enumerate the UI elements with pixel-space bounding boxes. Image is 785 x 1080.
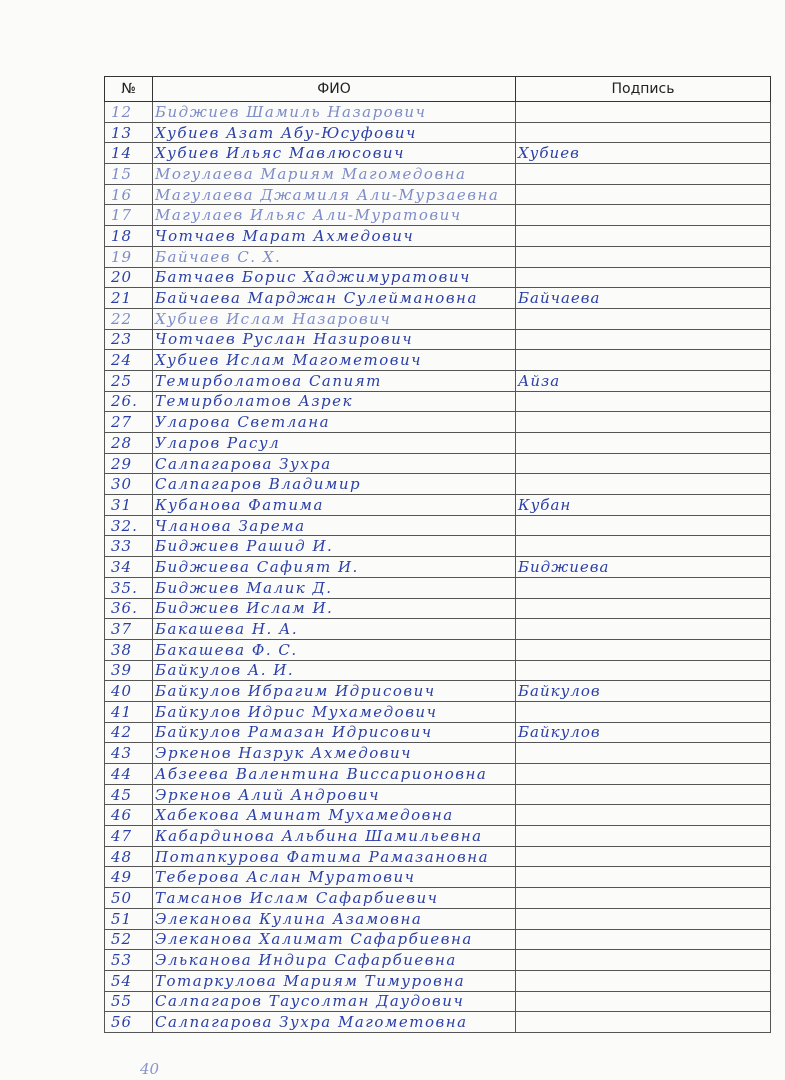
table-row bbox=[105, 867, 771, 888]
row-full-name: Уларова Светлана bbox=[153, 412, 516, 433]
row-signature: Байкулов bbox=[516, 681, 771, 702]
row-full-name: Бакашева Ф. С. bbox=[153, 639, 516, 660]
signature-table bbox=[104, 76, 771, 1033]
row-signature bbox=[516, 846, 771, 867]
row-signature bbox=[516, 329, 771, 350]
row-signature bbox=[516, 660, 771, 681]
row-number: 54 bbox=[105, 970, 153, 991]
row-full-name: Темирболатова Сапият bbox=[153, 370, 516, 391]
row-number: 12 bbox=[105, 102, 153, 123]
table-row bbox=[105, 453, 771, 474]
row-number: 30 bbox=[105, 474, 153, 495]
header-signature: Подпись bbox=[516, 77, 771, 102]
table-row bbox=[105, 908, 771, 929]
table-row bbox=[105, 246, 771, 267]
row-number: 18 bbox=[105, 226, 153, 247]
table-row bbox=[105, 288, 771, 309]
table-row bbox=[105, 598, 771, 619]
table-row bbox=[105, 495, 771, 516]
row-signature bbox=[516, 267, 771, 288]
row-number: 32. bbox=[105, 515, 153, 536]
table-row bbox=[105, 619, 771, 640]
table-row bbox=[105, 681, 771, 702]
row-number: 31 bbox=[105, 495, 153, 516]
row-full-name: Хубиев Азат Абу-Юсуфович bbox=[153, 122, 516, 143]
row-signature: Биджиева bbox=[516, 557, 771, 578]
table-row bbox=[105, 888, 771, 909]
row-number: 25 bbox=[105, 370, 153, 391]
row-full-name: Чланова Зарема bbox=[153, 515, 516, 536]
row-number: 17 bbox=[105, 205, 153, 226]
row-signature bbox=[516, 391, 771, 412]
row-number: 29 bbox=[105, 453, 153, 474]
row-signature bbox=[516, 929, 771, 950]
table-row bbox=[105, 639, 771, 660]
row-number: 47 bbox=[105, 826, 153, 847]
row-full-name: Байкулов Рамазан Идрисович bbox=[153, 722, 516, 743]
row-signature: Байчаева bbox=[516, 288, 771, 309]
row-number: 38 bbox=[105, 639, 153, 660]
row-full-name: Уларов Расул bbox=[153, 433, 516, 454]
row-signature bbox=[516, 474, 771, 495]
row-signature bbox=[516, 619, 771, 640]
row-number: 37 bbox=[105, 619, 153, 640]
row-signature bbox=[516, 308, 771, 329]
row-full-name: Биджиев Рашид И. bbox=[153, 536, 516, 557]
row-signature bbox=[516, 784, 771, 805]
row-full-name: Салпагарова Зухра Магометовна bbox=[153, 1012, 516, 1033]
row-number: 15 bbox=[105, 164, 153, 185]
row-number: 49 bbox=[105, 867, 153, 888]
row-number: 20 bbox=[105, 267, 153, 288]
row-number: 44 bbox=[105, 764, 153, 785]
row-full-name: Байкулов Ибрагим Идрисович bbox=[153, 681, 516, 702]
row-full-name: Биджиев Ислам И. bbox=[153, 598, 516, 619]
row-signature bbox=[516, 743, 771, 764]
table-row bbox=[105, 267, 771, 288]
table-row bbox=[105, 929, 771, 950]
table-row bbox=[105, 950, 771, 971]
row-signature bbox=[516, 805, 771, 826]
table-row bbox=[105, 122, 771, 143]
row-signature bbox=[516, 164, 771, 185]
row-signature bbox=[516, 826, 771, 847]
row-full-name: Элеканова Кулина Азамовна bbox=[153, 908, 516, 929]
row-number: 41 bbox=[105, 701, 153, 722]
table-row bbox=[105, 722, 771, 743]
table-row bbox=[105, 805, 771, 826]
row-signature bbox=[516, 598, 771, 619]
table-body bbox=[105, 102, 771, 1033]
row-signature bbox=[516, 412, 771, 433]
row-signature bbox=[516, 1012, 771, 1033]
row-number: 36. bbox=[105, 598, 153, 619]
row-signature: Кубан bbox=[516, 495, 771, 516]
table-row bbox=[105, 350, 771, 371]
row-full-name: Эркенов Назрук Ахмедович bbox=[153, 743, 516, 764]
table-row bbox=[105, 205, 771, 226]
row-full-name: Чотчаев Руслан Назирович bbox=[153, 329, 516, 350]
row-full-name: Магулаева Джамиля Али-Мурзаевна bbox=[153, 184, 516, 205]
table-row bbox=[105, 102, 771, 123]
row-signature bbox=[516, 246, 771, 267]
table-row bbox=[105, 370, 771, 391]
row-number: 46 bbox=[105, 805, 153, 826]
row-signature bbox=[516, 970, 771, 991]
row-number: 53 bbox=[105, 950, 153, 971]
row-full-name: Бакашева Н. А. bbox=[153, 619, 516, 640]
row-number: 43 bbox=[105, 743, 153, 764]
row-full-name: Биджиев Малик Д. bbox=[153, 577, 516, 598]
row-number: 21 bbox=[105, 288, 153, 309]
row-full-name: Салпагаров Таусолтан Даудович bbox=[153, 991, 516, 1012]
row-number: 34 bbox=[105, 557, 153, 578]
row-number: 48 bbox=[105, 846, 153, 867]
table-row bbox=[105, 1012, 771, 1033]
row-signature: Байкулов bbox=[516, 722, 771, 743]
row-signature bbox=[516, 433, 771, 454]
table-row bbox=[105, 660, 771, 681]
row-number: 27 bbox=[105, 412, 153, 433]
table-row bbox=[105, 846, 771, 867]
table-row bbox=[105, 391, 771, 412]
row-number: 39 bbox=[105, 660, 153, 681]
table-header-row bbox=[105, 77, 771, 102]
row-full-name: Абзеева Валентина Виссарионовна bbox=[153, 764, 516, 785]
table-row bbox=[105, 764, 771, 785]
row-signature bbox=[516, 536, 771, 557]
row-number: 24 bbox=[105, 350, 153, 371]
row-number: 51 bbox=[105, 908, 153, 929]
row-signature bbox=[516, 350, 771, 371]
row-number: 50 bbox=[105, 888, 153, 909]
row-number: 23 bbox=[105, 329, 153, 350]
row-signature: Айза bbox=[516, 370, 771, 391]
table-row bbox=[105, 784, 771, 805]
row-number: 52 bbox=[105, 929, 153, 950]
row-signature bbox=[516, 950, 771, 971]
table-row bbox=[105, 991, 771, 1012]
row-number: 40 bbox=[105, 681, 153, 702]
header-full-name: ФИО bbox=[153, 77, 516, 102]
row-number: 35. bbox=[105, 577, 153, 598]
row-number: 13 bbox=[105, 122, 153, 143]
row-full-name: Хубиев Ильяс Мавлюсович bbox=[153, 143, 516, 164]
row-signature bbox=[516, 867, 771, 888]
row-signature bbox=[516, 701, 771, 722]
row-full-name: Салпагарова Зухра bbox=[153, 453, 516, 474]
row-full-name: Байкулов А. И. bbox=[153, 660, 516, 681]
row-full-name: Хубиев Ислам Магометович bbox=[153, 350, 516, 371]
row-signature bbox=[516, 205, 771, 226]
row-full-name: Кабардинова Альбина Шамильевна bbox=[153, 826, 516, 847]
row-signature bbox=[516, 515, 771, 536]
table-row bbox=[105, 184, 771, 205]
row-full-name: Байчаева Марджан Сулеймановна bbox=[153, 288, 516, 309]
table-row bbox=[105, 164, 771, 185]
row-signature bbox=[516, 184, 771, 205]
row-signature bbox=[516, 577, 771, 598]
row-full-name: Хабекова Аминат Мухамедовна bbox=[153, 805, 516, 826]
table-row bbox=[105, 557, 771, 578]
row-number: 45 bbox=[105, 784, 153, 805]
row-full-name: Биджиева Сафият И. bbox=[153, 557, 516, 578]
row-full-name: Биджиев Шамиль Назарович bbox=[153, 102, 516, 123]
row-signature bbox=[516, 908, 771, 929]
row-number: 14 bbox=[105, 143, 153, 164]
row-full-name: Темирболатов Азрек bbox=[153, 391, 516, 412]
row-number: 56 bbox=[105, 1012, 153, 1033]
table-row bbox=[105, 970, 771, 991]
row-full-name: Тамсанов Ислам Сафарбиевич bbox=[153, 888, 516, 909]
row-number: 19 bbox=[105, 246, 153, 267]
row-signature bbox=[516, 102, 771, 123]
row-full-name: Байчаев С. Х. bbox=[153, 246, 516, 267]
table-row bbox=[105, 515, 771, 536]
row-number: 42 bbox=[105, 722, 153, 743]
row-signature bbox=[516, 991, 771, 1012]
table-row bbox=[105, 701, 771, 722]
row-full-name: Эркенов Алий Андрович bbox=[153, 784, 516, 805]
row-full-name: Теберова Аслан Муратович bbox=[153, 867, 516, 888]
row-number: 28 bbox=[105, 433, 153, 454]
row-full-name: Батчаев Борис Хаджимуратович bbox=[153, 267, 516, 288]
row-number: 55 bbox=[105, 991, 153, 1012]
row-full-name: Чотчаев Марат Ахмедович bbox=[153, 226, 516, 247]
table-row bbox=[105, 433, 771, 454]
row-number: 16 bbox=[105, 184, 153, 205]
header-number: № bbox=[105, 77, 153, 102]
row-signature bbox=[516, 639, 771, 660]
table-row bbox=[105, 412, 771, 433]
table-row bbox=[105, 143, 771, 164]
row-signature bbox=[516, 453, 771, 474]
row-signature bbox=[516, 888, 771, 909]
table-row bbox=[105, 743, 771, 764]
row-full-name: Магулаев Ильяс Али-Муратович bbox=[153, 205, 516, 226]
row-full-name: Эльканова Индира Сафарбиевна bbox=[153, 950, 516, 971]
row-signature bbox=[516, 226, 771, 247]
table-row bbox=[105, 329, 771, 350]
row-full-name: Элеканова Халимат Сафарбиевна bbox=[153, 929, 516, 950]
table-row bbox=[105, 308, 771, 329]
row-full-name: Потапкурова Фатима Рамазановна bbox=[153, 846, 516, 867]
row-full-name: Кубанова Фатима bbox=[153, 495, 516, 516]
row-full-name: Салпагаров Владимир bbox=[153, 474, 516, 495]
row-full-name: Хубиев Ислам Назарович bbox=[153, 308, 516, 329]
row-full-name: Могулаева Мариям Магомедовна bbox=[153, 164, 516, 185]
page-footer-mark: 40 bbox=[140, 1060, 160, 1078]
table-row bbox=[105, 226, 771, 247]
row-signature bbox=[516, 764, 771, 785]
row-signature bbox=[516, 122, 771, 143]
row-signature: Хубиев bbox=[516, 143, 771, 164]
row-full-name: Тотаркулова Мариям Тимуровна bbox=[153, 970, 516, 991]
row-number: 33 bbox=[105, 536, 153, 557]
row-number: 22 bbox=[105, 308, 153, 329]
table-row bbox=[105, 826, 771, 847]
table-row bbox=[105, 474, 771, 495]
row-number: 26. bbox=[105, 391, 153, 412]
table-row bbox=[105, 536, 771, 557]
table-row bbox=[105, 577, 771, 598]
row-full-name: Байкулов Идрис Мухамедович bbox=[153, 701, 516, 722]
